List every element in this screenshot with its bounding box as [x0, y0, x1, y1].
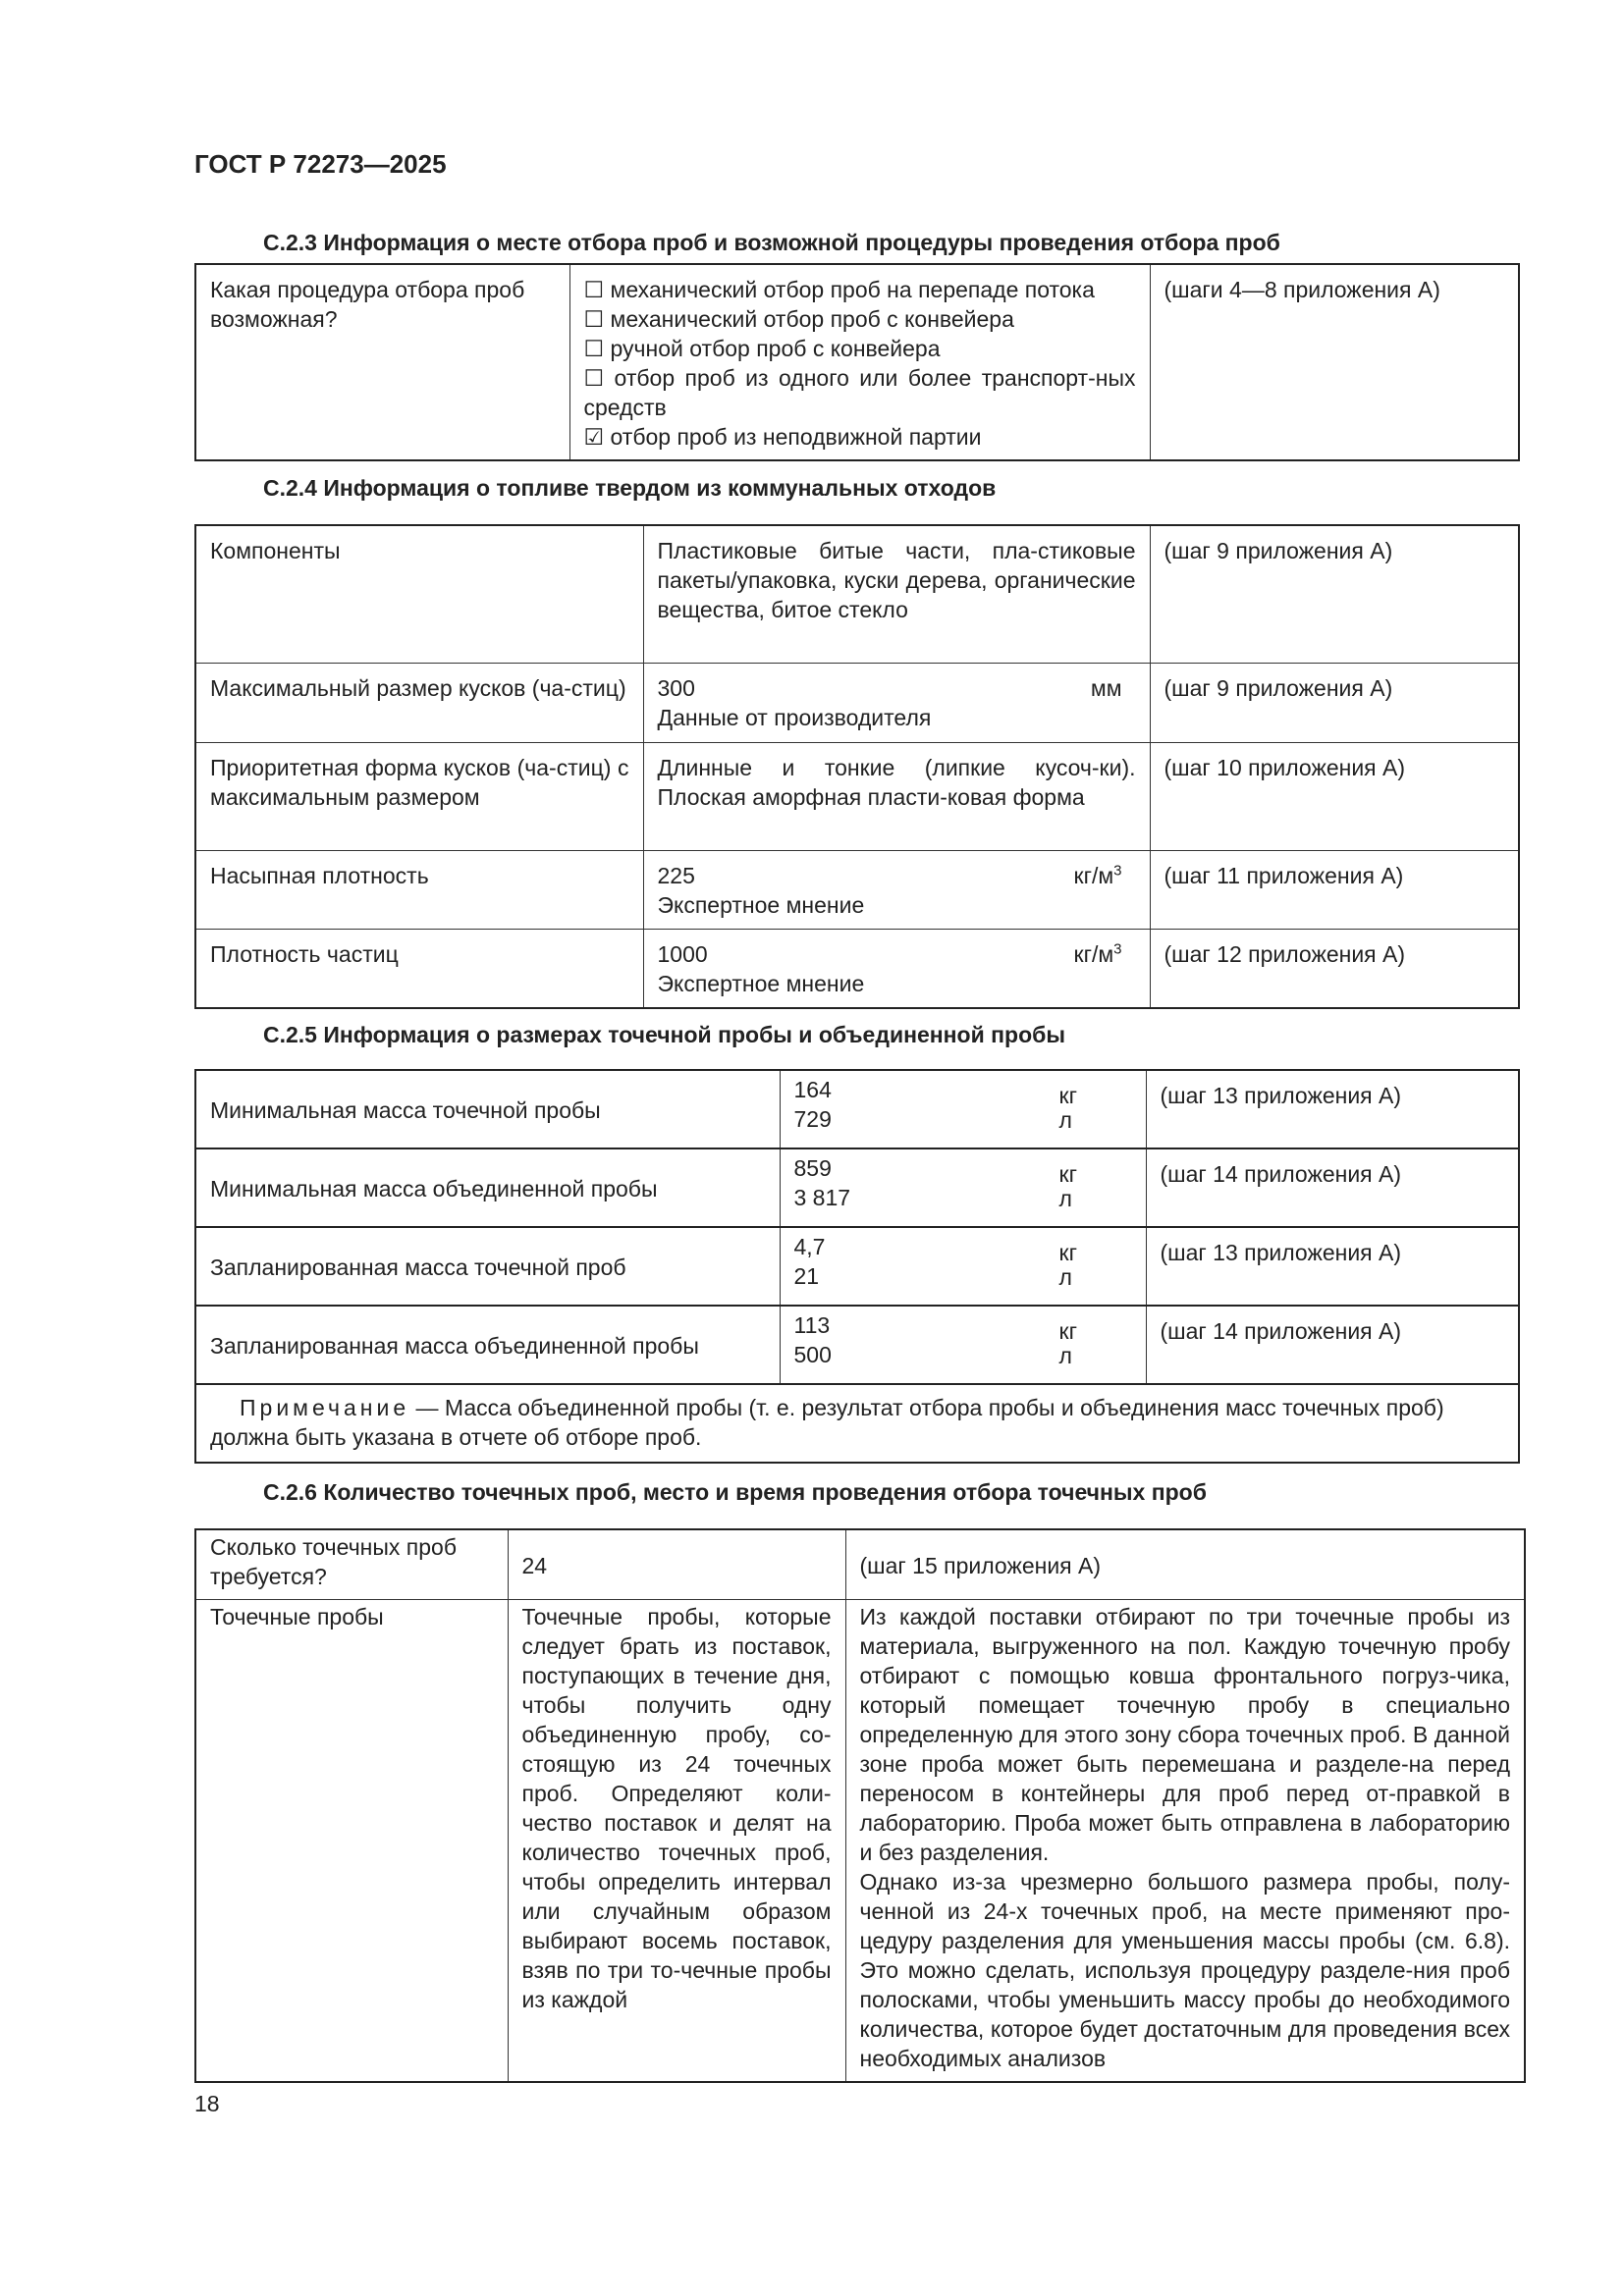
unit-superscript: 3 — [1113, 939, 1122, 957]
property-name: Приоритетная форма кусков (ча-стиц) с максимальным размером — [195, 742, 643, 850]
mass-line — [793, 1310, 1132, 1344]
question-cell: Какая процедура отбора проб возможная? — [195, 264, 569, 460]
mass-unit: л — [1058, 1264, 1072, 1290]
mass-value: 859 — [793, 1155, 832, 1181]
table-row — [195, 850, 1519, 929]
section-c24-title: С.2.4 Информация о топливе твердом из коммунальных отходов — [263, 475, 997, 501]
increments-count-value: 24 — [508, 1529, 845, 1600]
property-name: Плотность частиц — [195, 929, 643, 1008]
section-c25-title: С.2.5 Информация о размерах точечной пробы и объединенной пробы — [263, 1022, 1065, 1047]
table-row — [195, 1306, 1519, 1384]
checkbox-icon[interactable]: ☐ — [583, 336, 605, 361]
table-fuel-info — [194, 524, 1520, 1009]
property-name: Максимальный размер кусков (ча-стиц) — [195, 663, 643, 742]
mass-line — [794, 1261, 1132, 1291]
mass-name: Минимальная масса точечной пробы — [195, 1070, 780, 1148]
mass-values — [780, 1070, 1146, 1148]
note-row — [195, 1384, 1519, 1463]
reference-cell: (шаг 14 приложения А) — [1146, 1306, 1519, 1384]
page-number: 18 — [194, 2091, 220, 2116]
checkbox-icon[interactable]: ☐ — [583, 365, 605, 391]
table-sample-sizes — [194, 1069, 1520, 1464]
property-value — [643, 525, 1150, 663]
unit-label — [1074, 939, 1122, 969]
table-row — [195, 1227, 1519, 1306]
reference-cell: (шаг 14 приложения А) — [1146, 1148, 1519, 1227]
value-text: Длинные и тонкие (липкие кусоч-ки). Плоская аморфная пласти-ковая форма — [657, 754, 1136, 810]
mass-value: 3 817 — [793, 1185, 851, 1210]
mass-value: 164 — [793, 1077, 832, 1102]
unit-label — [1074, 861, 1122, 890]
value-text: Пластиковые битые части, пла-стиковые пакеты/упаковка, куски дерева, органические вещества, битое стекло — [657, 538, 1136, 622]
procedure-option — [584, 363, 1136, 422]
mass-unit: кг — [1058, 1240, 1077, 1265]
option-label: механический отбор проб на перепаде потока — [610, 277, 1095, 302]
property-value — [643, 742, 1150, 850]
mass-value: 500 — [793, 1342, 832, 1367]
table-increments — [194, 1528, 1526, 2083]
document-header: ГОСТ Р 72273—2025 — [194, 149, 447, 179]
reference-cell: (шаг 10 приложения А) — [1150, 742, 1519, 850]
mass-unit: кг — [1058, 1318, 1077, 1344]
table-row — [195, 1148, 1519, 1227]
reference-cell: (шаг 13 приложения А) — [1146, 1227, 1519, 1306]
mass-line — [794, 1104, 1132, 1134]
table-row — [195, 1070, 1519, 1148]
table-row — [195, 929, 1519, 1008]
mass-unit: кг — [1058, 1161, 1077, 1187]
mass-line — [793, 1232, 1132, 1265]
value-text: 300 — [657, 674, 695, 701]
option-label: ручной отбор проб с конвейера — [610, 336, 941, 361]
procedure-option — [584, 304, 1136, 334]
mass-unit: л — [1058, 1186, 1072, 1211]
table-row — [195, 663, 1519, 742]
increments-value: Точечные пробы, которые следует брать из поставок, поступающих в течение дня, чтобы получить одну объединенную пробу, со-стоящую из 24 точечных проб. Определяют коли-чество поставок и делят на количество точечных проб, чтобы определить интервал или случайным образом выбирают восемь поставок, взяв по три то-чечные пробы из каждой — [508, 1600, 845, 2083]
reference-cell: (шаг 9 приложения А) — [1150, 663, 1519, 742]
property-name: Компоненты — [195, 525, 643, 663]
mass-line — [794, 1183, 1132, 1212]
procedure-options — [569, 264, 1150, 460]
section-c26-title: С.2.6 Количество точечных проб, место и время проведения отбора точечных проб — [263, 1479, 1207, 1505]
property-name: Насыпная плотность — [195, 850, 643, 929]
mass-line — [794, 1340, 1132, 1369]
checked-checkbox-icon[interactable]: ☑ — [583, 424, 605, 450]
checkbox-icon[interactable]: ☐ — [583, 277, 605, 302]
mass-unit: л — [1058, 1343, 1072, 1368]
mass-name: Запланированная масса точечной проб — [195, 1227, 780, 1306]
value-source: Данные от производителя — [657, 704, 932, 730]
option-label: механический отбор проб с конвейера — [610, 306, 1014, 332]
description-paragraph: Однако из-за чрезмерно большого размера пробы, полу-ченной из 24-х точечных проб, на месте применяют про-цедуру разделения для уменьшения массы пробы (см. 6.8). Это можно сделать, используя процедуру разделе-ния проб полосками, чтобы уменьшить массу пробы до необходимого количества, которое будет достаточным для проведения всех необходимых анализов — [859, 1869, 1510, 2071]
property-value — [643, 929, 1150, 1008]
mass-value: 21 — [793, 1263, 820, 1289]
increments-count-ref: (шаг 15 приложения А) — [845, 1529, 1525, 1600]
checkbox-icon[interactable]: ☐ — [583, 306, 605, 332]
reference-cell: (шаг 11 приложения А) — [1150, 850, 1519, 929]
note-text: — Масса объединенной пробы (т. е. результат отбора пробы и объединения масс точечных проб) должна быть указана в отчете об отборе проб. — [210, 1395, 1444, 1450]
reference-cell: (шаг 13 приложения А) — [1146, 1070, 1519, 1148]
mass-unit: кг — [1058, 1083, 1077, 1108]
mass-value: 4,7 — [793, 1234, 826, 1259]
procedure-option — [584, 422, 1136, 452]
table-sampling-procedure — [194, 263, 1520, 461]
section-c23-title: С.2.3 Информация о месте отбора проб и возможной процедуры проведения отбора проб — [263, 230, 1280, 255]
note-label: Примечание — [240, 1395, 410, 1420]
procedure-option — [584, 334, 1136, 363]
increments-description — [845, 1600, 1525, 2083]
unit-text: мм — [1090, 674, 1122, 701]
note-cell — [195, 1384, 1519, 1463]
unit-text: кг/м — [1073, 940, 1114, 967]
increments-count-label: Сколько точечных проб требуется? — [195, 1529, 508, 1600]
procedure-option — [584, 275, 1136, 304]
option-label: отбор проб из неподвижной партии — [610, 424, 982, 450]
unit-text: кг/м — [1073, 862, 1114, 888]
property-value — [643, 850, 1150, 929]
table-row — [195, 742, 1519, 850]
reference-cell: (шаг 9 приложения А) — [1150, 525, 1519, 663]
mass-value: 729 — [793, 1106, 832, 1132]
mass-name: Запланированная масса объединенной пробы — [195, 1306, 780, 1384]
unit-label — [1091, 673, 1122, 703]
mass-value: 113 — [793, 1312, 831, 1338]
mass-values — [780, 1306, 1146, 1384]
reference-cell: (шаг 12 приложения А) — [1150, 929, 1519, 1008]
table-row — [195, 525, 1519, 663]
reference-cell: (шаги 4—8 приложения А) — [1150, 264, 1519, 460]
property-value — [643, 663, 1150, 742]
option-label: отбор проб из одного или более транспорт-ных средств — [583, 365, 1136, 420]
description-paragraph: Из каждой поставки отбирают по три точечные пробы из материала, выгруженного на пол. Каждую точечную пробу отбирают с помощью ковша фронтального погруз-чика, который помещает точечную пробу в специально определенную для этого зону сбора точечных проб. В данной зоне проба может быть перемешана и разделе-на перед переносом в контейнеры для проб перед от-правкой в лабораторию. Проба может быть отправлена в лабораторию и без разделения. — [859, 1604, 1510, 1865]
value-source: Экспертное мнение — [657, 891, 865, 918]
mass-line — [793, 1153, 1132, 1187]
increments-label: Точечные пробы — [195, 1600, 508, 2083]
mass-values — [780, 1227, 1146, 1306]
mass-values — [780, 1148, 1146, 1227]
mass-line — [793, 1075, 1132, 1108]
mass-unit: л — [1058, 1107, 1072, 1133]
value-text: 225 — [657, 862, 695, 888]
mass-name: Минимальная масса объединенной пробы — [195, 1148, 780, 1227]
value-source: Экспертное мнение — [657, 970, 865, 996]
value-text: 1000 — [657, 940, 708, 967]
unit-superscript: 3 — [1113, 861, 1122, 879]
